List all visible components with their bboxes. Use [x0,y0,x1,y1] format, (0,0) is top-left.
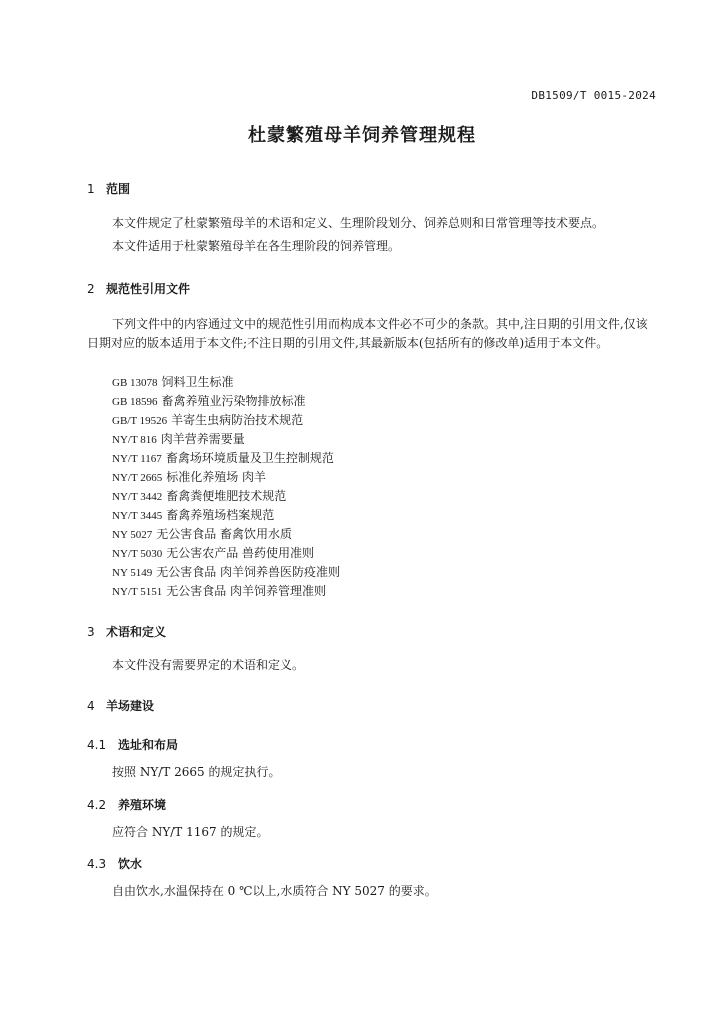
section-number: 3 [87,625,95,639]
section-1-paragraph-1: 本文件规定了杜蒙繁殖母羊的术语和定义、生理阶段划分、饲养总则和日常管理等技术要点。 [112,216,605,230]
subsection-number: 4.3 [87,857,107,871]
section-title: 术语和定义 [106,625,167,639]
section-title: 羊场建设 [106,699,155,713]
reference-code: NY 5027 [112,529,153,541]
reference-item [112,487,286,504]
section-title: 规范性引用文件 [106,282,191,296]
reference-name: 无公害食品 畜禽饮用水质 [156,527,293,541]
subsection-title: 选址和布局 [118,738,179,752]
section-number: 1 [87,182,95,196]
section-3-heading [87,623,166,640]
reference-item [112,392,306,409]
reference-name: 无公害农产品 兽药使用准则 [166,546,315,560]
section-2-heading [87,280,190,297]
reference-name: 畜禽养殖业污染物排放标准 [161,394,306,408]
reference-name: 肉羊营养需要量 [160,432,245,446]
reference-code: GB 18596 [112,396,158,408]
reference-item [112,430,245,447]
reference-code: NY/T 5151 [112,586,163,598]
section-2-intro: 下列文件中的内容通过文中的规范性引用而构成本文件必不可少的条款。其中,注日期的引用文件,仅该日期对应的版本适用于本文件;不注日期的引用文件,其最新版本(包括所有的修改单)适用于本文件。 [87,317,648,350]
reference-name: 无公害食品 肉羊饲养管理准则 [166,584,327,598]
section-1-heading [87,180,130,197]
reference-item [112,411,303,428]
section-number: 4 [87,699,95,713]
reference-item [112,525,292,542]
section-number: 2 [87,282,95,296]
reference-name: 羊寄生虫病防治技术规范 [171,413,304,427]
reference-item [112,468,266,485]
reference-code: NY/T 1167 [112,453,162,465]
subsection-number: 4.2 [87,798,107,812]
reference-name: 畜禽粪便堆肥技术规范 [166,489,287,503]
reference-code: NY 5149 [112,567,153,579]
document-title: 杜蒙繁殖母羊饲养管理规程 [248,125,476,146]
subsection-text: 自由饮水,水温保持在 0 ℃以上,水质符合 NY 5027 的要求。 [112,884,437,898]
subsection-heading [87,855,142,872]
reference-code: NY/T 5030 [112,548,163,560]
reference-item [112,582,326,599]
reference-code: GB/T 19526 [112,415,168,427]
standard-number: DB1509/T 0015-2024 [531,89,656,102]
subsection-heading [87,796,166,813]
subsection-text: 按照 NY/T 2665 的规定执行。 [112,765,281,779]
reference-name: 畜禽场环境质量及卫生控制规范 [165,451,334,465]
section-1-paragraph-2: 本文件适用于杜蒙繁殖母羊在各生理阶段的饲养管理。 [112,239,401,253]
subsection-heading [87,736,178,753]
subsection-title: 养殖环境 [118,798,167,812]
subsection-text: 应符合 NY/T 1167 的规定。 [112,825,269,839]
reference-item [112,506,274,523]
reference-code: NY/T 816 [112,434,157,446]
reference-code: NY/T 3442 [112,491,163,503]
section-title: 范围 [106,182,131,196]
reference-item [112,563,340,580]
subsection-number: 4.1 [87,738,107,752]
section-4-heading [87,697,154,714]
reference-name: 标准化养殖场 肉羊 [166,470,267,484]
reference-code: NY/T 2665 [112,472,163,484]
subsection-title: 饮水 [118,857,143,871]
reference-item [112,449,334,466]
section-3-paragraph-1: 本文件没有需要界定的术语和定义。 [112,658,305,672]
reference-name: 饲料卫生标准 [161,375,234,389]
reference-name: 畜禽养殖场档案规范 [166,508,275,522]
reference-name: 无公害食品 肉羊饲养兽医防疫准则 [156,565,341,579]
reference-item [112,373,234,390]
reference-code: NY/T 3445 [112,510,163,522]
reference-code: GB 13078 [112,377,158,389]
reference-item [112,544,314,561]
